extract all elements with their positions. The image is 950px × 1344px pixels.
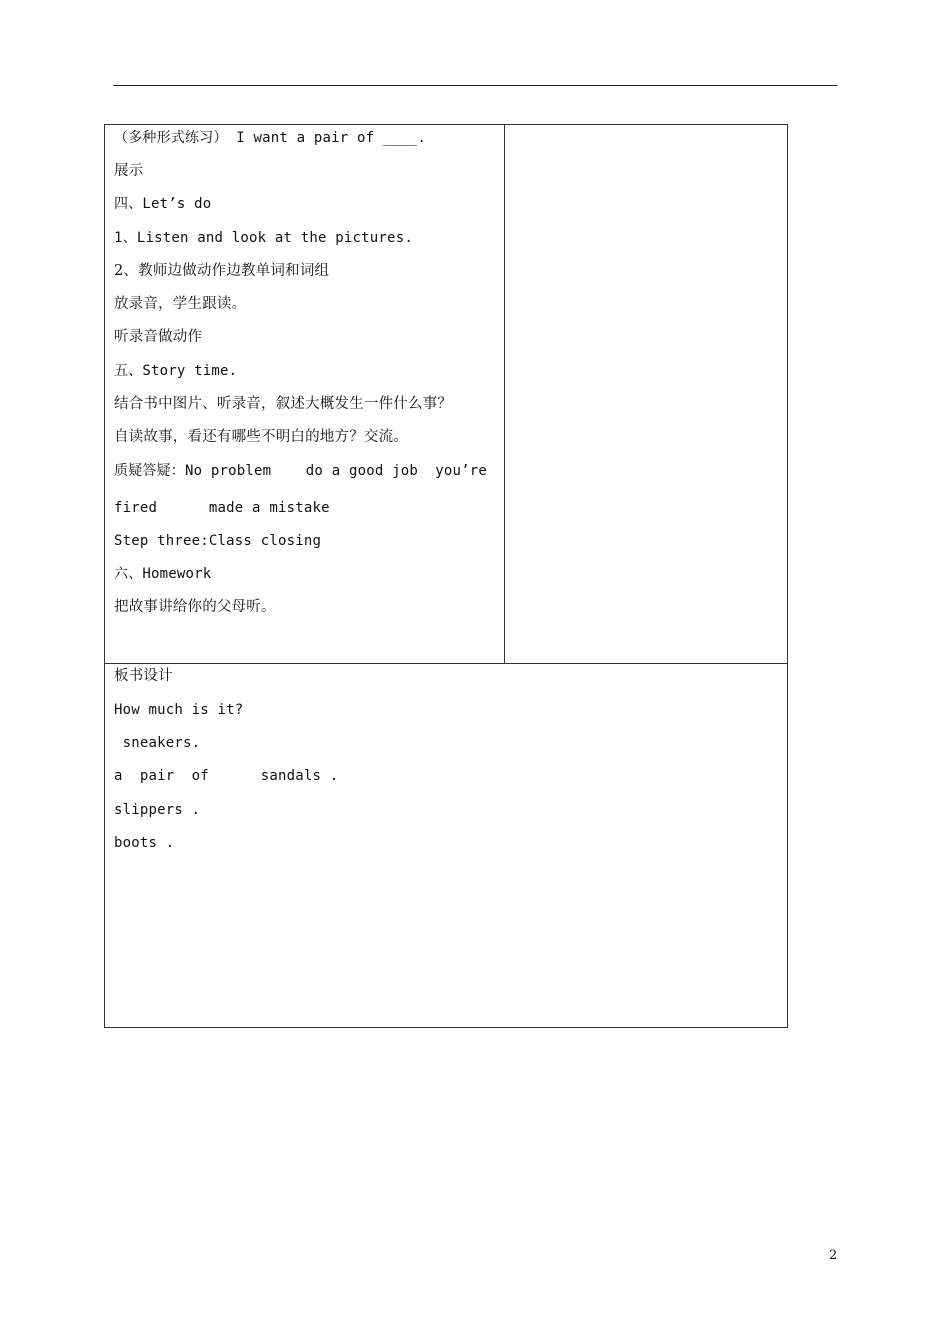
class-closing-line: Step three:Class closing (114, 533, 322, 549)
column-divider (504, 125, 505, 663)
listen-act-line: 听录音做动作 (114, 329, 203, 345)
page-number: 2 (829, 1248, 838, 1263)
practice-line: （多种形式练习） I want a pair of ____. (114, 130, 427, 146)
row-divider (105, 663, 787, 664)
phrases-line: fired made a mistake (114, 500, 330, 516)
lets-do-heading: 四、Let’s do (114, 196, 212, 212)
homework-heading: 六、Homework (114, 566, 212, 582)
board-line-boots: boots . (114, 835, 175, 851)
lesson-plan-table (104, 124, 788, 1028)
board-line-slippers: slippers . (114, 802, 201, 818)
board-line-question: How much is it? (114, 702, 244, 718)
show-line: 展示 (114, 163, 144, 179)
story-describe-line: 结合书中图片、听录音，叙述大概发生一件什么事？ (114, 396, 453, 412)
step-listen-line: 1、Listen and look at the pictures. (114, 230, 413, 246)
step-teach-line: 2、教师边做动作边教单词和词组 (114, 263, 330, 279)
board-line-sandals: a pair of sandals . (114, 768, 339, 784)
header-rule (113, 85, 837, 86)
questions-line: 质疑答疑：No problem do a good job you’re (114, 463, 488, 479)
self-read-line: 自读故事，看还有哪些不明白的地方？交流。 (114, 429, 408, 445)
story-time-heading: 五、Story time. (114, 363, 238, 379)
homework-line: 把故事讲给你的父母听。 (114, 599, 276, 615)
play-recording-line: 放录音，学生跟读。 (114, 296, 247, 312)
board-design-title: 板书设计 (114, 668, 173, 684)
board-line-sneakers: sneakers. (114, 735, 201, 751)
